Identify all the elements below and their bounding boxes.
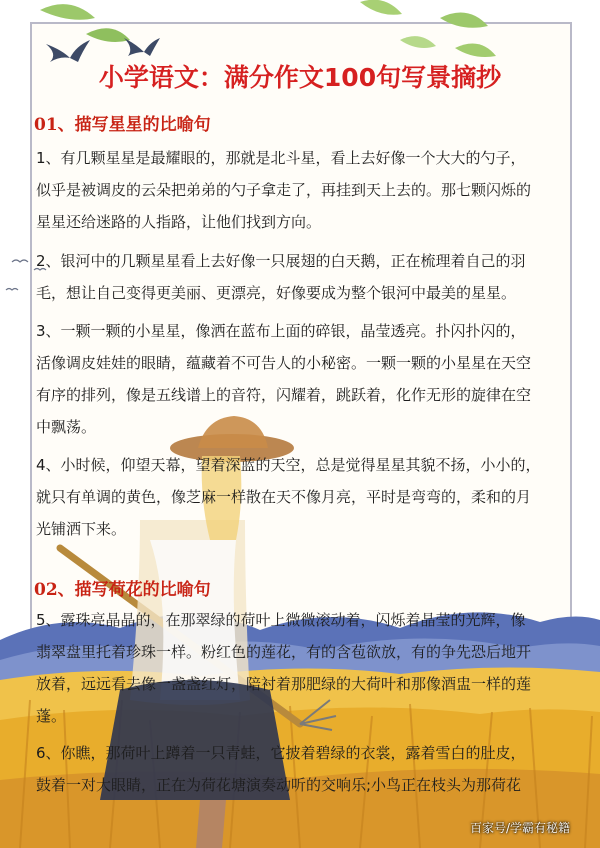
paragraph-4 — [36, 449, 566, 545]
paragraph-line: 3、一颗一颗的小星星，像洒在蓝布上面的碎银，晶莹透亮。扑闪扑闪的， — [36, 322, 526, 340]
paragraph-line: 蓬。 — [36, 707, 67, 725]
paragraph-1 — [36, 142, 566, 238]
paragraph-line: 翡翠盘里托着珍珠一样。粉红色的莲花，有的含苞欲放，有的争先恐后地开 — [36, 643, 532, 661]
leaves-decoration — [40, 0, 496, 57]
paragraph-line: 似乎是被调皮的云朵把弟弟的勺子拿走了，再挂到天上去的。那七颗闪烁的 — [36, 181, 532, 199]
paragraph-line: 毛，想让自己变得更美丽、更漂亮，好像要成为整个银河中最美的星星。 — [36, 284, 517, 302]
paragraph-line: 5、露珠亮晶晶的，在那翠绿的荷叶上微微滚动着，闪烁着晶莹的光辉，像 — [36, 611, 526, 629]
section-heading-stars: 01、描写星星的比喻句 — [34, 115, 211, 135]
paragraph-line: 6、你瞧，那荷叶上蹲着一只青蛙，它披着碧绿的衣裳，露着雪白的肚皮， — [36, 744, 526, 762]
paragraph-line: 2、银河中的几颗星星看上去好像一只展翅的白天鹅，正在梳理着自己的羽 — [36, 252, 526, 270]
paragraph-3 — [36, 315, 566, 443]
paragraph-2 — [36, 245, 566, 309]
source-watermark: 百家号/学霸有秘籍 — [469, 821, 570, 835]
paragraph-line: 1、有几颗星星是最耀眼的，那就是北斗星，看上去好像一个大大的勺子， — [36, 149, 526, 167]
paragraph-line: 中飘荡。 — [36, 418, 97, 436]
paragraph-line: 光铺洒下来。 — [36, 520, 127, 538]
paragraph-line: 就只有单调的黄色，像芝麻一样散在天不像月亮，平时是弯弯的，柔和的月 — [36, 488, 532, 506]
section-heading-lotus: 02、描写荷花的比喻句 — [34, 580, 211, 600]
paragraph-5 — [36, 604, 566, 732]
paragraph-line: 放着，远远看去像一盏盏红灯，陪衬着那肥绿的大荷叶和那像酒盅一样的莲 — [36, 675, 532, 693]
paragraph-line: 4、小时候，仰望天幕，望着深蓝的天空，总是觉得星星其貌不扬，小小的， — [36, 456, 541, 474]
paragraph-line: 鼓着一对大眼睛，正在为荷花塘演奏动听的交响乐;小鸟正在枝头为那荷花 — [36, 776, 522, 794]
paragraph-6 — [36, 737, 566, 801]
page-title: 小学语文：满分作文100句写景摘抄 — [98, 63, 502, 92]
paragraph-line: 星星还给迷路的人指路，让他们找到方向。 — [36, 213, 322, 231]
paragraph-line: 活像调皮娃娃的眼睛，蕴藏着不可告人的小秘密。一颗一颗的小星星在天空 — [36, 354, 532, 372]
paragraph-line: 有序的排列，像是五线谱上的音符，闪耀着，跳跃着，化作无形的旋律在空 — [36, 386, 532, 404]
